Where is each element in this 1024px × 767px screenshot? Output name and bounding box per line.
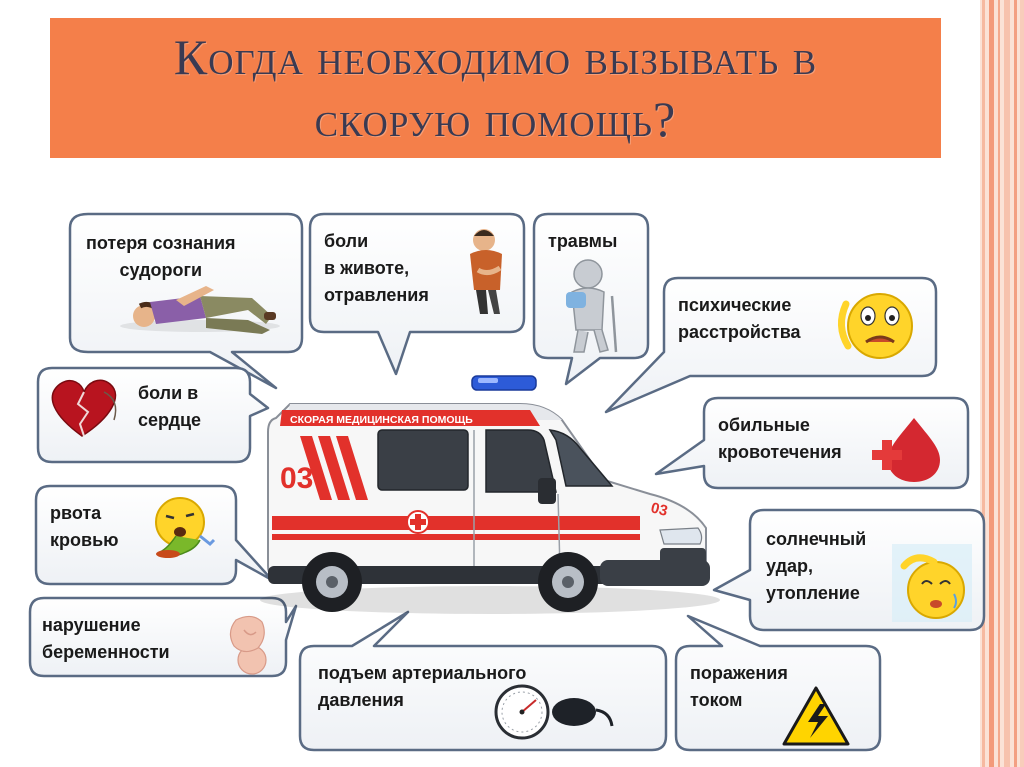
label-blood-pressure: подъем артериального давления [318, 663, 527, 710]
label-heavy-bleeding: обильные кровотечения [718, 415, 842, 462]
label-electric-shock: поражения током [690, 663, 788, 710]
label-mental-disorders: психические расстройства [678, 295, 801, 342]
fainting-smiley-icon [892, 544, 972, 622]
title-line-2: скорую помощь? [314, 91, 677, 147]
title-line-1: Когда необходимо вызывать в [173, 29, 818, 85]
label-vomiting-blood: рвота кровью [50, 503, 119, 550]
ambulance-hood-number: 03 [649, 499, 670, 520]
ambulance-illustration [260, 376, 720, 614]
ambulance-side-text: СКОРАЯ МЕДИЦИНСКАЯ ПОМОЩЬ [290, 414, 473, 426]
label-injuries: травмы [548, 231, 618, 251]
label-sunstroke: солнечный удар, утопление [766, 529, 867, 603]
label-heart-pain: боли в сердце [138, 383, 202, 430]
ambulance-number: 03 [280, 462, 314, 495]
label-unconsciousness: потеря сознания судороги [86, 233, 236, 280]
label-abdominal-pain: боли в животе, отравления [324, 231, 429, 305]
label-pregnancy: нарушение беременности [42, 615, 170, 662]
